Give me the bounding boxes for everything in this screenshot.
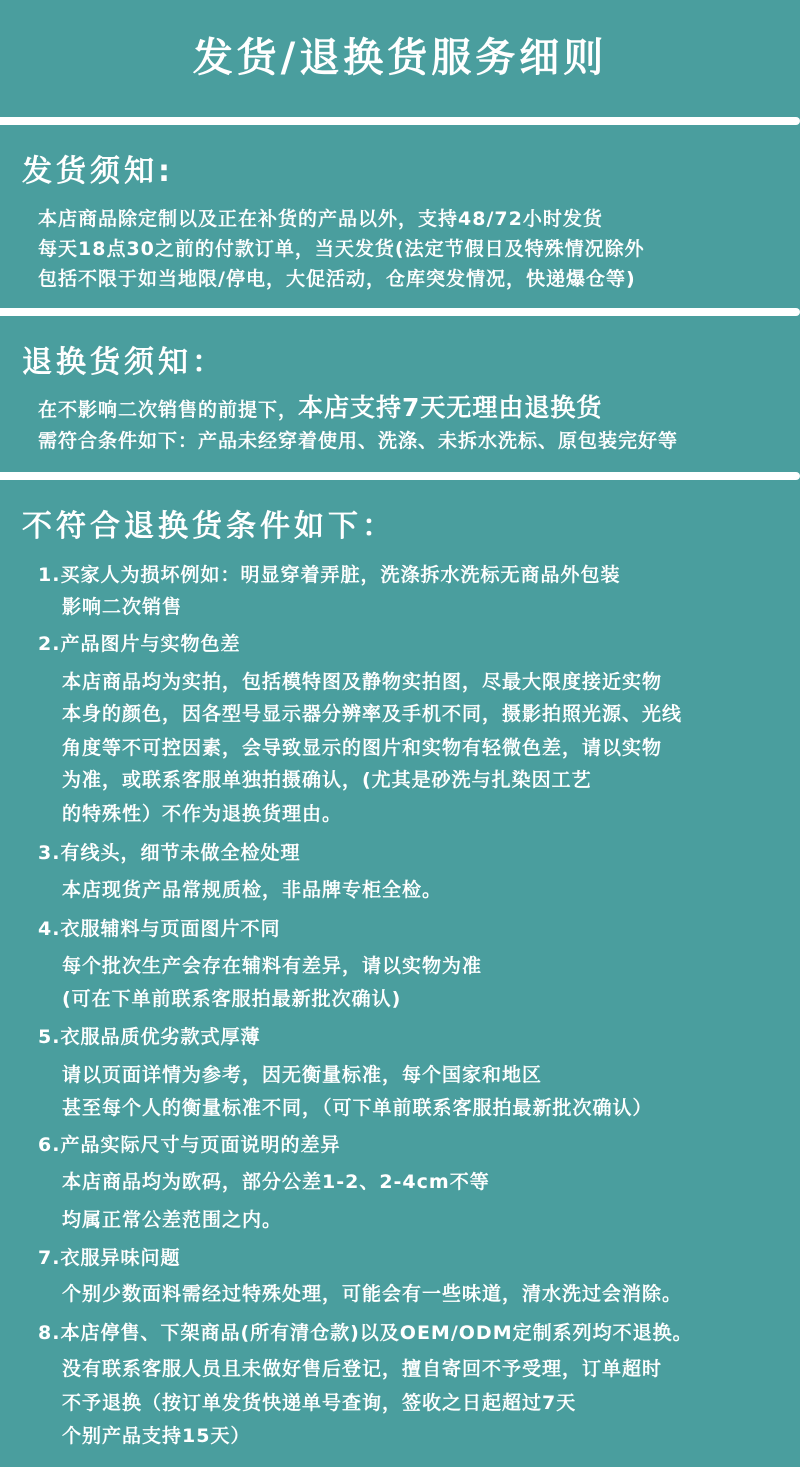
item-4-line-1: 每个批次生产会存在辅料有差异，请以实物为准: [62, 955, 483, 977]
item-6-line-1: 本店商品均为欧码，部分公差1-2、2-4cm不等: [62, 1171, 490, 1193]
shipping-line-2: 每天18点30之前的付款订单，当天发货(法定节假日及特殊情况除外: [38, 238, 645, 260]
item-2-line-5: 的特殊性）不作为退换货理由。: [62, 803, 343, 825]
returns-section-title: 退换货须知：: [22, 345, 226, 380]
returns-conditions: 需符合条件如下：产品未经穿着使用、洗涤、未拆水洗标、原包装完好等: [38, 430, 679, 452]
item-1-head: 1.买家人为损坏例如：明显穿着弄脏，洗涤拆水洗标无商品外包装: [38, 564, 621, 586]
returns-lead-main: 本店支持7天无理由退换货: [298, 393, 603, 422]
returns-lead: [38, 392, 602, 427]
item-5-line-2: 甚至每个人的衡量标准不同，（可下单前联系客服拍最新批次确认）: [62, 1097, 653, 1119]
item-3-line-1: 本店现货产品常规质检，非品牌专柜全检。: [62, 879, 443, 901]
shipping-line-3: 包括不限于如当地限/停电，大促活动，仓库突发情况，快递爆仓等): [38, 268, 636, 290]
divider-2: [0, 308, 800, 316]
item-5-line-1: 请以页面详情为参考，因无衡量标准，每个国家和地区: [62, 1064, 543, 1086]
page-title: 发货/退换货服务细则: [192, 35, 608, 81]
returns-lead-prefix: 在不影响二次销售的前提下，: [38, 399, 299, 421]
item-8-line-1: 没有联系客服人员且未做好售后登记，擅自寄回不予受理，订单超时: [62, 1358, 663, 1380]
item-8-line-2: 不予退换（按订单发货快递单号查询，签收之日起超过7天: [62, 1392, 577, 1414]
non-returnable-section-title: 不符合退换货条件如下：: [22, 509, 396, 544]
shipping-line-1: 本店商品除定制以及正在补货的产品以外，支持48/72小时发货: [38, 208, 603, 230]
item-2-head: 2.产品图片与实物色差: [38, 633, 241, 655]
item-6-head: 6.产品实际尺寸与页面说明的差异: [38, 1134, 341, 1156]
item-8-head: 8.本店停售、下架商品(所有清仓款)以及OEM/ODM定制系列均不退换。: [38, 1322, 693, 1344]
item-4-head: 4.衣服辅料与页面图片不同: [38, 918, 281, 940]
item-3-head: 3.有线头，细节未做全检处理: [38, 842, 301, 864]
item-2-line-3: 角度等不可控因素，会导致显示的图片和实物有轻微色差，请以实物: [62, 737, 663, 759]
item-2-line-1: 本店商品均为实拍，包括模特图及静物实拍图，尽最大限度接近实物: [62, 671, 663, 693]
item-7-line-1: 个别少数面料需经过特殊处理，可能会有一些味道，清水洗过会消除。: [62, 1283, 683, 1305]
item-4-line-2: (可在下单前联系客服拍最新批次确认): [62, 988, 402, 1010]
item-8-line-3: 个别产品支持15天）: [62, 1425, 251, 1447]
divider-1: [0, 117, 800, 125]
item-6-line-2: 均属正常公差范围之内。: [62, 1209, 283, 1231]
divider-3: [0, 472, 800, 480]
item-2-line-4: 为准，或联系客服单独拍摄确认，(尤其是砂洗与扎染因工艺: [62, 769, 592, 791]
item-2-line-2: 本身的颜色，因各型号显示器分辨率及手机不同，摄影拍照光源、光线: [62, 703, 683, 725]
shipping-section-title: 发货须知:: [22, 154, 174, 189]
item-1-line-1: 影响二次销售: [62, 596, 183, 618]
item-5-head: 5.衣服品质优劣款式厚薄: [38, 1026, 261, 1048]
item-7-head: 7.衣服异味问题: [38, 1247, 181, 1269]
